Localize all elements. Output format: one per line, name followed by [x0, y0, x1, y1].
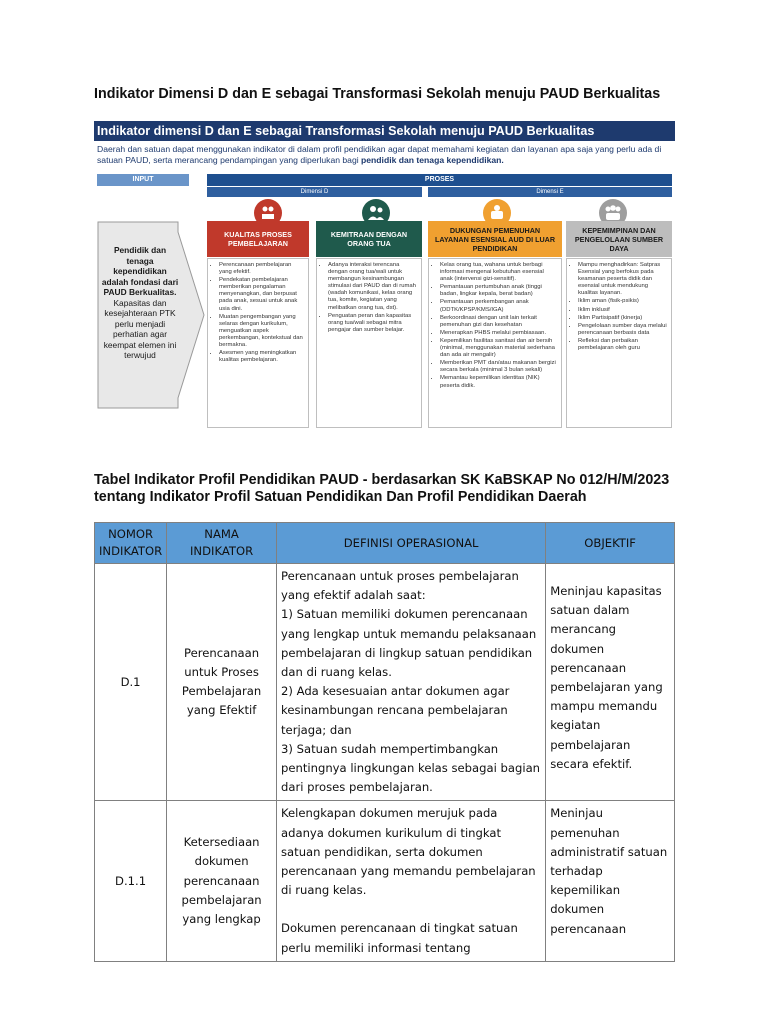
indicator-definition: Kelengkapan dokumen merujuk pada adanya dokumen kurikulum di tingkat satuan pendidikan, serta dokumen perencanaan yang memandu pembelajaran di ruang kelas. Dokumen perencanaan di tingkat satuan perlu memiliki informasi tentang	[277, 801, 546, 961]
proses-bar: PROSES	[207, 174, 672, 186]
list-item: • Iklim aman (fisik-psikis)	[578, 298, 668, 305]
table-row	[95, 801, 675, 961]
input-bar: INPUT	[97, 174, 189, 186]
column-head-dukungan: DUKUNGAN PEMENUHAN LAYANAN ESENSIAL AUD DI LUAR PENDIDIKAN	[428, 221, 562, 257]
list-item: • Refleksi dan perbaikan pembelajaran oleh guru	[578, 338, 668, 352]
column-head-kualitas: KUALITAS PROSES PEMBELAJARAN	[207, 221, 309, 257]
list-item: • Pengelolaan sumber daya melalui perencanaan berbasis data	[578, 323, 668, 337]
indicator-objective: Meninjau pemenuhan administratif satuan terhadap kepemilikan dokumen perencanaan	[546, 801, 675, 961]
list-item: • Iklim Partisipatif (kinerja)	[578, 315, 668, 322]
table-row	[95, 564, 675, 801]
indicator-number: D.1.1	[95, 801, 167, 961]
page-heading: Indikator Dimensi D dan E sebagai Transformasi Sekolah menuju PAUD Berkualitas	[94, 86, 661, 102]
indicator-name: Ketersediaan dokumen perencanaan pembelajaran yang lengkap	[167, 801, 277, 961]
infographic-title: Indikator dimensi D dan E sebagai Transformasi Sekolah menuju PAUD Berkualitas	[94, 121, 675, 141]
list-item: • Berkoordinasi dengan unit lain terkait pemenuhan gizi dan kesehatan	[440, 315, 558, 329]
column-head-kepemimpinan: KEPEMIMPINAN DAN PENGELOLAAN SUMBER DAYA	[566, 221, 672, 257]
table-heading: Tabel Indikator Profil Pendidikan PAUD - berdasarkan SK KaBSKAP No 012/H/M/2023 tentang Indikator Profil Satuan Pendidikan Dan Profil Pendidikan Daerah	[94, 472, 670, 505]
list-item: • Menerapkan PHBS melalui pembiasaan.	[440, 330, 558, 337]
list-item: • Perencanaan pembelajaran yang efektif.	[219, 262, 305, 276]
list-item: • Penguatan peran dan kapasitas orang tua/wali sebagai mitra pengajar dan sumber belajar.	[328, 313, 418, 334]
input-arrow-text: Pendidik dan tenaga kependidikan adalah fondasi dari PAUD Berkualitas. Kapasitas dan kesejahteraan PTK perlu menjadi perhatian agar keempat elemen ini terwujud	[101, 245, 179, 360]
infographic-intro: Daerah dan satuan dapat menggunakan indikator di dalam profil pendidikan agar dapat memahami kegiatan dan layanan apa saja yang perlu ada di satuan PAUD, serta merancang pendampingan yang diperlukan bagi pendidik dan tenaga kependidikan.	[97, 144, 662, 165]
list-item: • Pemantauan perkembangan anak (DDTK/KPSP/KMS/IGA)	[440, 299, 558, 313]
dimensi-d-bar: Dimensi D	[207, 187, 422, 197]
infographic	[94, 121, 675, 430]
column-body-kepemimpinan	[566, 258, 672, 428]
table-header-row	[95, 523, 675, 564]
list-item: • Iklim inklusif	[578, 307, 668, 314]
list-item: • Asesmen yang meningkatkan kualitas pembelajaran.	[219, 350, 305, 364]
indicator-objective: Meninjau kapasitas satuan dalam merancang dokumen perencanaan pembelajaran yang mampu memandu kegiatan pembelajaran secara efektif.	[546, 564, 675, 801]
indicator-table	[94, 522, 675, 962]
column-header-nomor: NOMOR INDIKATOR	[95, 523, 167, 564]
list-item: • Pemantauan pertumbuhan anak (tinggi badan, lingkar kepala, berat badan)	[440, 284, 558, 298]
column-body-dukungan	[428, 258, 562, 428]
column-header-nama: NAMA INDIKATOR	[167, 523, 277, 564]
list-item: • Pendekatan pembelajaran memberikan pengalaman menyenangkan, dan berpusat pada anak, sesuai untuk anak usia dini.	[219, 277, 305, 312]
column-header-definisi: DEFINISI OPERASIONAL	[277, 523, 546, 564]
dimensi-e-bar: Dimensi E	[428, 187, 672, 197]
list-item: • Memberikan PMT dan/atau makanan bergizi secara berkala (minimal 3 bulan sekali)	[440, 360, 558, 374]
indicator-definition: Perencanaan untuk proses pembelajaran yang efektif adalah saat: 1) Satuan memiliki dokumen perencanaan yang lengkap untuk memandu pelaksanaan pembelajaran di lingkup satuan pendidikan dan di ruang kelas. 2) Ada kesesuaian antar dokumen agar kesinambungan rencana pembelajaran terjaga; dan 3) Satuan sudah mempertimbangkan pentingnya lingkungan kelas sebagai bagian dari proses pembelajaran.	[277, 564, 546, 801]
list-item: • Kepemilikan fasilitas sanitasi dan air bersih (minimal, menggunakan material sederhana dan ada air mengalir)	[440, 338, 558, 359]
list-item: • Adanya interaksi terencana dengan orang tua/wali untuk membangun kesinambungan stimulasi dari PAUD dan di rumah (wadah komunikasi, kelas orang tua, komite, kegiatan yang melibatkan orang tua, dst).	[328, 262, 418, 312]
list-item: • Kelas orang tua, wahana untuk berbagi informasi mengenai kebutuhan esensial anak (intervensi gizi-sensitif).	[440, 262, 558, 283]
column-body-kemitraan	[316, 258, 422, 428]
column-header-objektif: OBJEKTIF	[546, 523, 675, 564]
list-item: • Memantau kepemilikan identitas (NIK) peserta didik.	[440, 375, 558, 389]
indicator-name: Perencanaan untuk Proses Pembelajaran yang Efektif	[167, 564, 277, 801]
column-head-kemitraan: KEMITRAAN DENGAN ORANG TUA	[316, 221, 422, 257]
indicator-number: D.1	[95, 564, 167, 801]
list-item: • Muatan pengembangan yang selaras dengan kurikulum, menguatkan aspek perkembangan, kontekstual dan bermakna.	[219, 314, 305, 349]
list-item: • Mampu menghadirkan: Satpras Esensial yang berfokus pada keamanan peserta didik dan esensial untuk mendukung kualitas layanan.	[578, 262, 668, 297]
column-body-kualitas	[207, 258, 309, 428]
